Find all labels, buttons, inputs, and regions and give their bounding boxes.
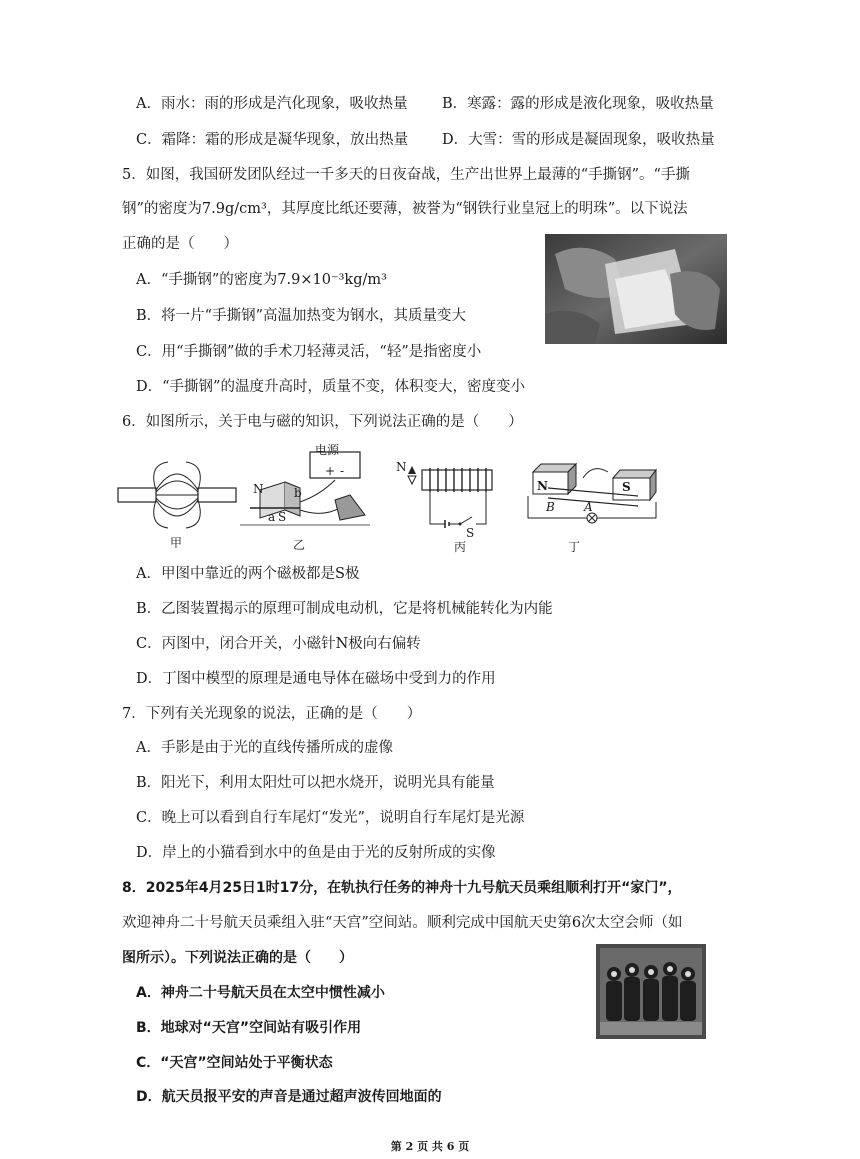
q6-ding-label-n: N (537, 479, 548, 493)
q6-yi-label-s: S (278, 510, 287, 524)
q8-option-a: A．神舟二十号航天员在太空中惯性减小 (136, 985, 385, 1001)
q4-option-d: D．大雪：雪的形成是凝固现象，吸收热量 (442, 132, 715, 148)
q6-label-yi: 乙 (293, 538, 306, 552)
q5-steel-foil-photo (545, 234, 727, 344)
q5-option-c: C．用“手撕钢”做的手术刀轻薄灵活，“轻”是指密度小 (136, 344, 482, 360)
q5-option-a: A．“手撕钢”的密度为7.9×10⁻³kg/m³ (136, 272, 387, 288)
q8-stem-line3: 图所示）。下列说法正确的是（ ） (122, 950, 353, 966)
q6-ding-label-b: B (546, 500, 555, 514)
q6-option-a: A．甲图中靠近的两个磁极都是S极 (136, 566, 360, 582)
q6-label-plus: + (325, 464, 336, 478)
q4-option-a: A．雨水：雨的形成是汽化现象，吸收热量 (136, 96, 408, 112)
q5-stem-line3: 正确的是（ ） (122, 236, 238, 252)
q6-stem: 6．如图所示，关于电与磁的知识，下列说法正确的是（ ） (122, 414, 523, 430)
q8-astronauts-photo (596, 944, 706, 1039)
q6-figure-ding-magnet-rail (528, 458, 660, 530)
q7-option-b: B．阳光下，利用太阳灶可以把水烧开，说明光具有能量 (136, 775, 495, 791)
page-footer: 第 2 页 共 6 页 (390, 1140, 470, 1153)
q8-stem-line1: 8．2025年4月25日1时17分，在轨执行任务的神舟十九号航天员乘组顺利打开“家门”， (122, 880, 682, 896)
q8-option-b: B．地球对“天宫”空间站有吸引作用 (136, 1020, 362, 1036)
q6-label-bing: 丙 (454, 540, 467, 554)
q5-option-d: D．“手撕钢”的温度升高时，质量不变，体积变大，密度变小 (136, 379, 525, 395)
q6-figure-jia-magnetic-field (118, 460, 236, 530)
q6-bing-label-s: S (466, 526, 475, 540)
q7-option-c: C．晚上可以看到自行车尾灯“发光”，说明自行车尾灯是光源 (136, 810, 525, 826)
q4-option-b: B．寒露：露的形成是液化现象，吸收热量 (442, 96, 714, 112)
q6-label-ding: 丁 (568, 540, 581, 554)
q5-stem-line2: 钢”的密度为7.9g/cm³，其厚度比纸还要薄，被誉为“钢铁行业皇冠上的明珠”。以下说法 (122, 201, 688, 217)
q8-stem-line2: 欢迎神舟二十号航天员乘组入驻“天宫”空间站。顺利完成中国航天史第6次太空会师（如 (122, 915, 683, 931)
q7-option-a: A．手影是由于光的直线传播所成的虚像 (136, 740, 393, 756)
q7-option-d: D．岸上的小猫看到水中的鱼是由于光的反射所成的实像 (136, 845, 496, 861)
q6-yi-label-b: b (294, 486, 302, 500)
q7-stem: 7．下列有关光现象的说法，正确的是（ ） (122, 706, 422, 722)
q6-ding-label-a: A (584, 500, 593, 514)
q6-label-minus: - (340, 464, 345, 478)
q6-ding-label-s: S (622, 480, 631, 494)
q6-option-b: B．乙图装置揭示的原理可制成电动机，它是将机械能转化为内能 (136, 601, 553, 617)
q6-label-power-source: 电源 (315, 443, 340, 457)
q6-option-c: C．丙图中，闭合开关，小磁针N极向右偏转 (136, 636, 421, 652)
q6-option-d: D．丁图中模型的原理是通电导体在磁场中受到力的作用 (136, 671, 496, 687)
q8-option-d: D．航天员报平安的声音是通过超声波传回地面的 (136, 1089, 442, 1105)
q6-yi-label-a: a (268, 510, 276, 524)
q6-bing-label-n: N (396, 460, 407, 474)
q6-figure-bing-solenoid (400, 462, 500, 537)
q6-label-jia: 甲 (170, 536, 183, 550)
q4-option-c: C．霜降：霜的形成是凝华现象，放出热量 (136, 132, 409, 148)
q8-option-c: C．“天宫”空间站处于平衡状态 (136, 1055, 333, 1071)
q5-stem-line1: 5．如图，我国研发团队经过一千多天的日夜奋战，生产出世界上最薄的“手撕钢”。“手撕 (122, 167, 690, 183)
q5-option-b: B．将一片“手撕钢”高温加热变为钢水，其质量变大 (136, 308, 466, 324)
q6-yi-label-n: N (253, 482, 264, 496)
